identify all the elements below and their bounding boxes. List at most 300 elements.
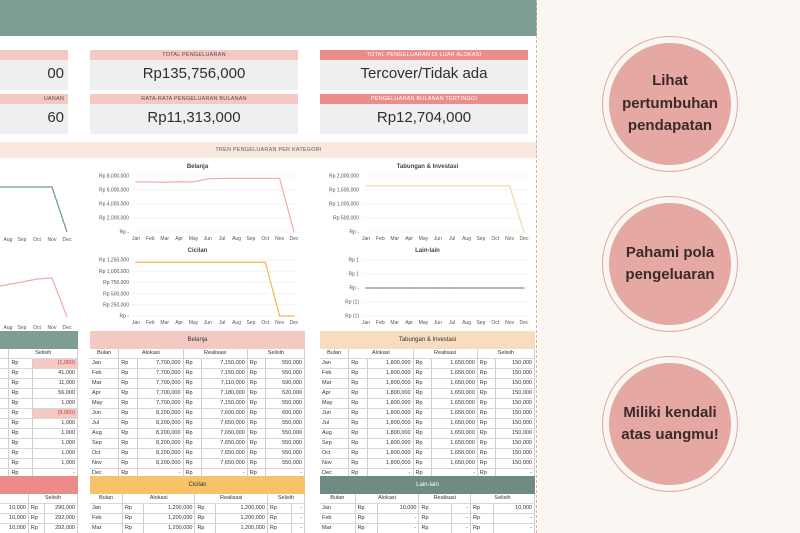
- chart-tabungan-title: Tabungan & Investasi: [396, 164, 459, 170]
- table-cell: 1,000: [33, 399, 78, 409]
- table-cell: Rp: [247, 429, 266, 439]
- table-cell: Rp: [9, 399, 33, 409]
- x-tick-label: Nov: [275, 320, 285, 326]
- x-tick-label: Nov: [505, 320, 515, 326]
- table-cell: Rp: [267, 514, 291, 524]
- y-tick-label: Rp 250,000: [103, 302, 129, 309]
- table-row: [320, 409, 535, 419]
- card-luar-alokasi-label: TOTAL PENGELUARAN DI LUAR ALOKASI: [320, 50, 528, 60]
- table-cell: Rp: [122, 514, 143, 524]
- table-cell: Rp: [183, 379, 202, 389]
- header-banner: [0, 0, 537, 36]
- table-cell: 8,200,000: [137, 429, 183, 439]
- table-cell: -: [33, 469, 78, 479]
- table-cell: Rp: [355, 504, 378, 514]
- table-header-row: [90, 349, 305, 359]
- table-cell: Rp: [349, 399, 368, 409]
- data-point: [236, 262, 237, 263]
- y-tick-label: Rp -: [349, 229, 359, 236]
- table-cell: 10,000: [493, 504, 534, 514]
- card-tertinggi: [320, 94, 528, 134]
- column-header: Bulan: [90, 494, 122, 504]
- table-row: [320, 439, 535, 449]
- data-point: [423, 185, 424, 186]
- table-cell: Rp: [477, 429, 496, 439]
- month-cell: Aug: [90, 429, 119, 439]
- card-left-bottom-value: 60: [47, 109, 64, 126]
- table-cell: 7,700,000: [137, 369, 183, 379]
- y-tick-label: Rp 6,000,000: [98, 187, 129, 194]
- table-cell: 150,000: [496, 389, 535, 399]
- x-tick-label: Sep: [17, 237, 27, 243]
- column-header: [0, 494, 28, 504]
- table-row: [90, 524, 305, 533]
- y-tick-label: Rp 4,000,000: [98, 201, 129, 208]
- month-cell: Apr: [320, 389, 349, 399]
- month-cell: Oct: [90, 449, 119, 459]
- table-cell: 7,650,000: [202, 459, 248, 469]
- promo-circle-1: [602, 36, 738, 172]
- table-cell: -: [452, 514, 471, 524]
- table-cell: Rp: [247, 359, 266, 369]
- column-header: Realisasi: [195, 494, 267, 504]
- table-cell: 1,200,000: [143, 504, 194, 514]
- x-tick-label: Jun: [203, 320, 212, 326]
- table-row: [90, 399, 305, 409]
- chart-lainlain: [320, 248, 535, 330]
- table-cell: Rp: [349, 449, 368, 459]
- table-header-row: [90, 494, 305, 504]
- x-tick-label: Jun: [203, 236, 212, 242]
- month-cell: Jun: [320, 409, 349, 419]
- table-cell: 1,000: [33, 429, 78, 439]
- column-header: Realisasi: [419, 494, 471, 504]
- series-line: [366, 186, 524, 232]
- y-tick-label: Rp 1,000,000: [328, 201, 359, 208]
- table-row: [320, 389, 535, 399]
- x-tick-label: Nov: [47, 325, 57, 331]
- table-cell: 1,650,000: [432, 429, 478, 439]
- data-point: [380, 287, 381, 288]
- column-header: Selisih: [9, 349, 78, 359]
- card-total-pengeluaran: [90, 50, 298, 90]
- table-cell: Rp: [413, 359, 432, 369]
- data-point: [293, 231, 294, 232]
- table-cell: Rp: [9, 359, 33, 369]
- table-row: [0, 369, 78, 379]
- table-cell: Rp: [195, 504, 216, 514]
- x-tick-label: Jan: [361, 320, 371, 326]
- month-cell: May: [90, 399, 119, 409]
- data-point: [193, 262, 194, 263]
- card-left-bottom: [0, 94, 68, 134]
- table-row: [0, 389, 78, 399]
- table-cell: 1,200,000: [216, 514, 267, 524]
- table-cell: Rp: [247, 389, 266, 399]
- table-cell: 1,800,000: [367, 369, 413, 379]
- table-cell: Rp: [413, 409, 432, 419]
- table-cell: 7,180,000: [202, 389, 248, 399]
- table-cell: 1,650,000: [432, 399, 478, 409]
- x-tick-label: Oct: [491, 320, 500, 326]
- x-tick-label: Jul: [218, 236, 226, 242]
- table-row: [0, 419, 78, 429]
- table-cell: 7,150,000: [202, 359, 248, 369]
- table-row: [90, 459, 305, 469]
- table-cell: (1,000): [33, 359, 78, 369]
- table-row: [0, 459, 78, 469]
- table-row: [320, 379, 535, 389]
- month-cell: Jan: [320, 359, 349, 369]
- data-point: [207, 178, 208, 179]
- table-partial-bottom-title: [0, 476, 78, 494]
- table-cell: Rp: [195, 524, 216, 533]
- data-point: [135, 262, 136, 263]
- table-row: [90, 504, 305, 514]
- column-header: Bulan: [90, 349, 119, 359]
- chart-cicilan-svg: [90, 248, 305, 330]
- table-cell: (9,000): [33, 409, 78, 419]
- table-cell: Rp: [9, 429, 33, 439]
- table-cell: Rp: [349, 459, 368, 469]
- table-cell: [0, 449, 9, 459]
- table-cell: Rp: [355, 524, 378, 533]
- y-tick-label: Rp 750,000: [103, 280, 129, 287]
- data-point: [164, 262, 165, 263]
- table-row: [90, 359, 305, 369]
- table-belanja: [90, 349, 305, 479]
- data-point: [178, 262, 179, 263]
- table-cell: Rp: [183, 359, 202, 369]
- table-cell: 150,000: [496, 429, 535, 439]
- month-cell: Mar: [320, 379, 349, 389]
- table-row: [320, 419, 535, 429]
- table-cell: 292,000: [44, 524, 77, 533]
- table-cell: Rp: [471, 504, 494, 514]
- column-header: Alokasi: [119, 349, 183, 359]
- table-cell: Rp: [477, 359, 496, 369]
- table-cell: 1,200,000: [143, 514, 194, 524]
- table-cell: Rp: [477, 399, 496, 409]
- month-cell: Aug: [320, 429, 349, 439]
- y-tick-label: Rp 500,000: [333, 215, 359, 222]
- x-tick-label: Mar: [390, 320, 400, 326]
- x-tick-label: Nov: [275, 236, 285, 242]
- column-header: Selisih: [477, 349, 534, 359]
- data-point: [437, 185, 438, 186]
- table-cell: 520,000: [266, 389, 305, 399]
- y-tick-label: Rp 1,000,000: [98, 268, 129, 275]
- table-row: [90, 379, 305, 389]
- x-tick-label: Oct: [33, 237, 41, 243]
- month-cell: Feb: [320, 369, 349, 379]
- table-cell: 550,000: [266, 359, 305, 369]
- table-row: [0, 399, 78, 409]
- table-cell: 1,000: [33, 439, 78, 449]
- table-row: [320, 359, 535, 369]
- table-cell: 550,000: [266, 369, 305, 379]
- table-cell: Rp: [413, 389, 432, 399]
- table-cell: Rp: [477, 389, 496, 399]
- table-cell: 550,000: [266, 449, 305, 459]
- data-point: [509, 185, 510, 186]
- table-cell: 150,000: [496, 439, 535, 449]
- table-cell: Rp: [119, 439, 138, 449]
- table-cell: 7,700,000: [137, 359, 183, 369]
- table-cell: Rp: [28, 504, 44, 514]
- table-cell: 150,000: [496, 399, 535, 409]
- table-cell: Rp: [471, 514, 494, 524]
- table-header-row: [320, 349, 535, 359]
- month-cell: Jan: [320, 504, 355, 514]
- x-tick-label: Dec: [519, 320, 529, 326]
- table-cell: Rp: [119, 409, 138, 419]
- table-row: [90, 439, 305, 449]
- table-row: [0, 449, 78, 459]
- x-tick-label: Jul: [218, 320, 226, 326]
- data-point: [222, 262, 223, 263]
- month-cell: Dec: [320, 469, 349, 479]
- data-point: [193, 181, 194, 182]
- chart-belanja-svg: [90, 164, 305, 246]
- table-cell: [0, 399, 9, 409]
- table-cell: 150,000: [496, 369, 535, 379]
- table-row: [90, 409, 305, 419]
- chart-lainlain-svg: [320, 248, 535, 330]
- data-point: [452, 287, 453, 288]
- table-cell: 1,800,000: [367, 359, 413, 369]
- table-cell: 7,650,000: [202, 439, 248, 449]
- table-cell: Rp: [119, 389, 138, 399]
- x-tick-label: Aug: [462, 320, 471, 326]
- table-partial-title: [0, 331, 78, 349]
- table-cell: Rp: [419, 524, 452, 533]
- data-point: [135, 181, 136, 182]
- x-tick-label: Feb: [146, 320, 155, 326]
- table-cell: Rp: [119, 429, 138, 439]
- x-tick-label: Feb: [146, 236, 155, 242]
- series-line: [136, 178, 294, 232]
- data-point: [250, 262, 251, 263]
- table-cell: 7,110,000: [202, 379, 248, 389]
- table-cell: 11,000: [33, 379, 78, 389]
- table-cell: [0, 389, 9, 399]
- table-cell: Rp: [247, 469, 266, 479]
- x-tick-label: Dec: [289, 236, 299, 242]
- table-cell: 1,800,000: [367, 409, 413, 419]
- month-cell: May: [320, 399, 349, 409]
- table-cell: 7,700,000: [137, 389, 183, 399]
- table-cell: Rp: [122, 504, 143, 514]
- table-cell: -: [291, 514, 305, 524]
- x-tick-label: Apr: [175, 236, 183, 242]
- table-cell: Rp: [349, 429, 368, 439]
- x-tick-label: May: [188, 320, 199, 326]
- table-cell: Rp: [413, 379, 432, 389]
- data-point: [523, 231, 524, 232]
- table-cell: Rp: [477, 469, 496, 479]
- table-row: [90, 514, 305, 524]
- table-cell: 150,000: [496, 419, 535, 429]
- promo-text-1: Lihat pertumbuhan pendapatan: [609, 43, 731, 165]
- table-cell: Rp: [195, 514, 216, 524]
- table-cell: Rp: [183, 419, 202, 429]
- table-cell: 1,200,000: [143, 524, 194, 533]
- table-cell: 10,000: [378, 504, 419, 514]
- series-line: [0, 187, 67, 232]
- x-tick-label: Sep: [17, 325, 27, 331]
- column-header: Realisasi: [413, 349, 477, 359]
- chart-partial-bottom: [0, 252, 80, 332]
- y-tick-label: Rp 1: [348, 257, 359, 264]
- table-cell: 550,000: [266, 439, 305, 449]
- table-cell: Rp: [28, 514, 44, 524]
- table-cell: -: [452, 504, 471, 514]
- table-row: [90, 429, 305, 439]
- table-cell: 56,000: [33, 389, 78, 399]
- x-tick-label: May: [418, 236, 429, 242]
- table-cell: [0, 409, 9, 419]
- data-point: [222, 178, 223, 179]
- data-point: [480, 185, 481, 186]
- x-tick-label: Jun: [433, 320, 442, 326]
- series-line: [136, 262, 294, 316]
- table-cell: 150,000: [496, 449, 535, 459]
- x-tick-label: Nov: [47, 237, 57, 243]
- x-tick-label: Feb: [376, 236, 385, 242]
- table-cell: 7,150,000: [202, 399, 248, 409]
- table-header-row: [320, 494, 535, 504]
- table-lainlain: [320, 494, 535, 533]
- promo-circle-2: [602, 196, 738, 332]
- table-header-row: [0, 349, 78, 359]
- data-point: [250, 178, 251, 179]
- table-cell: Rp: [9, 409, 33, 419]
- table-row: [320, 504, 535, 514]
- table-cell: -: [378, 524, 419, 533]
- table-cell: Rp: [419, 514, 452, 524]
- table-cell: Rp: [9, 379, 33, 389]
- card-luar-alokasi: [320, 50, 528, 90]
- table-row: [0, 439, 78, 449]
- chart-tabungan-svg: [320, 164, 535, 246]
- table-cell: -: [493, 524, 534, 533]
- table-cell: 1,650,000: [432, 439, 478, 449]
- table-cell: Rp: [28, 524, 44, 533]
- chart-belanja-title: Belanja: [186, 164, 209, 170]
- table-cell: -: [291, 524, 305, 533]
- table-cell: 550,000: [266, 429, 305, 439]
- table-cell: -: [291, 504, 305, 514]
- x-tick-label: Aug: [462, 236, 471, 242]
- month-cell: Feb: [90, 369, 119, 379]
- table-cell: Rp: [477, 369, 496, 379]
- table-cell: Rp: [119, 419, 138, 429]
- data-point: [452, 185, 453, 186]
- table-cell: Rp: [413, 449, 432, 459]
- data-point: [293, 315, 294, 316]
- x-tick-label: Mar: [160, 236, 170, 242]
- data-point: [423, 287, 424, 288]
- table-cell: Rp: [349, 439, 368, 449]
- x-tick-label: Oct: [261, 236, 270, 242]
- data-point: [523, 287, 524, 288]
- card-rata-rata-value: Rp11,313,000: [147, 109, 241, 126]
- table-cell: Rp: [9, 459, 33, 469]
- table-cell: Rp: [9, 419, 33, 429]
- table-cell: 550,000: [266, 419, 305, 429]
- table-cell: Rp: [183, 449, 202, 459]
- table-cell: -: [266, 469, 305, 479]
- table-cell: -: [496, 469, 535, 479]
- table-cell: 1,000: [33, 459, 78, 469]
- table-cell: Rp: [413, 399, 432, 409]
- chart-partial-top: [0, 164, 80, 244]
- table-cell: Rp: [413, 459, 432, 469]
- table-cell: 1,800,000: [367, 379, 413, 389]
- table-cell: 600,000: [266, 409, 305, 419]
- month-cell: Jan: [90, 504, 122, 514]
- table-cell: [0, 359, 9, 369]
- table-cell: Rp: [413, 469, 432, 479]
- data-point: [380, 185, 381, 186]
- column-header: Selisih: [267, 494, 304, 504]
- table-cell: Rp: [413, 369, 432, 379]
- table-cell: Rp: [119, 369, 138, 379]
- table-cell: 1,650,000: [432, 379, 478, 389]
- table-row: [90, 449, 305, 459]
- column-header: Selisih: [247, 349, 304, 359]
- x-tick-label: Jan: [131, 320, 141, 326]
- month-cell: Nov: [90, 459, 119, 469]
- y-tick-label: Rp -: [119, 313, 129, 320]
- table-cell: 1,650,000: [432, 449, 478, 459]
- table-cell: 1,650,000: [432, 409, 478, 419]
- x-tick-label: Nov: [505, 236, 515, 242]
- data-point: [236, 178, 237, 179]
- x-tick-label: Jul: [448, 320, 456, 326]
- data-point: [178, 181, 179, 182]
- table-cell: Rp: [183, 409, 202, 419]
- table-cell: Rp: [119, 399, 138, 409]
- table-cell: Rp: [267, 524, 291, 533]
- x-tick-label: Jan: [131, 236, 141, 242]
- x-tick-label: Dec: [62, 237, 72, 243]
- data-point: [495, 287, 496, 288]
- column-header: [0, 349, 9, 359]
- table-cell: 150,000: [496, 379, 535, 389]
- data-point: [495, 185, 496, 186]
- month-cell: Oct: [320, 449, 349, 459]
- table-cell: 1,800,000: [367, 389, 413, 399]
- table-cell: [0, 459, 9, 469]
- table-cell: Rp: [122, 524, 143, 533]
- table-row: [0, 429, 78, 439]
- y-tick-label: Rp -: [349, 285, 359, 292]
- table-row: [320, 449, 535, 459]
- column-header: Alokasi: [355, 494, 419, 504]
- table-cell: 1,650,000: [432, 389, 478, 399]
- table-cell: Rp: [247, 439, 266, 449]
- data-point: [408, 185, 409, 186]
- x-tick-label: Jul: [448, 236, 456, 242]
- card-left-bottom-label: UANAN: [0, 94, 68, 104]
- x-tick-label: Aug: [3, 237, 13, 243]
- y-tick-label: Rp 500,000: [103, 291, 129, 298]
- data-point: [207, 262, 208, 263]
- table-cell: 550,000: [266, 399, 305, 409]
- x-tick-label: Oct: [261, 320, 270, 326]
